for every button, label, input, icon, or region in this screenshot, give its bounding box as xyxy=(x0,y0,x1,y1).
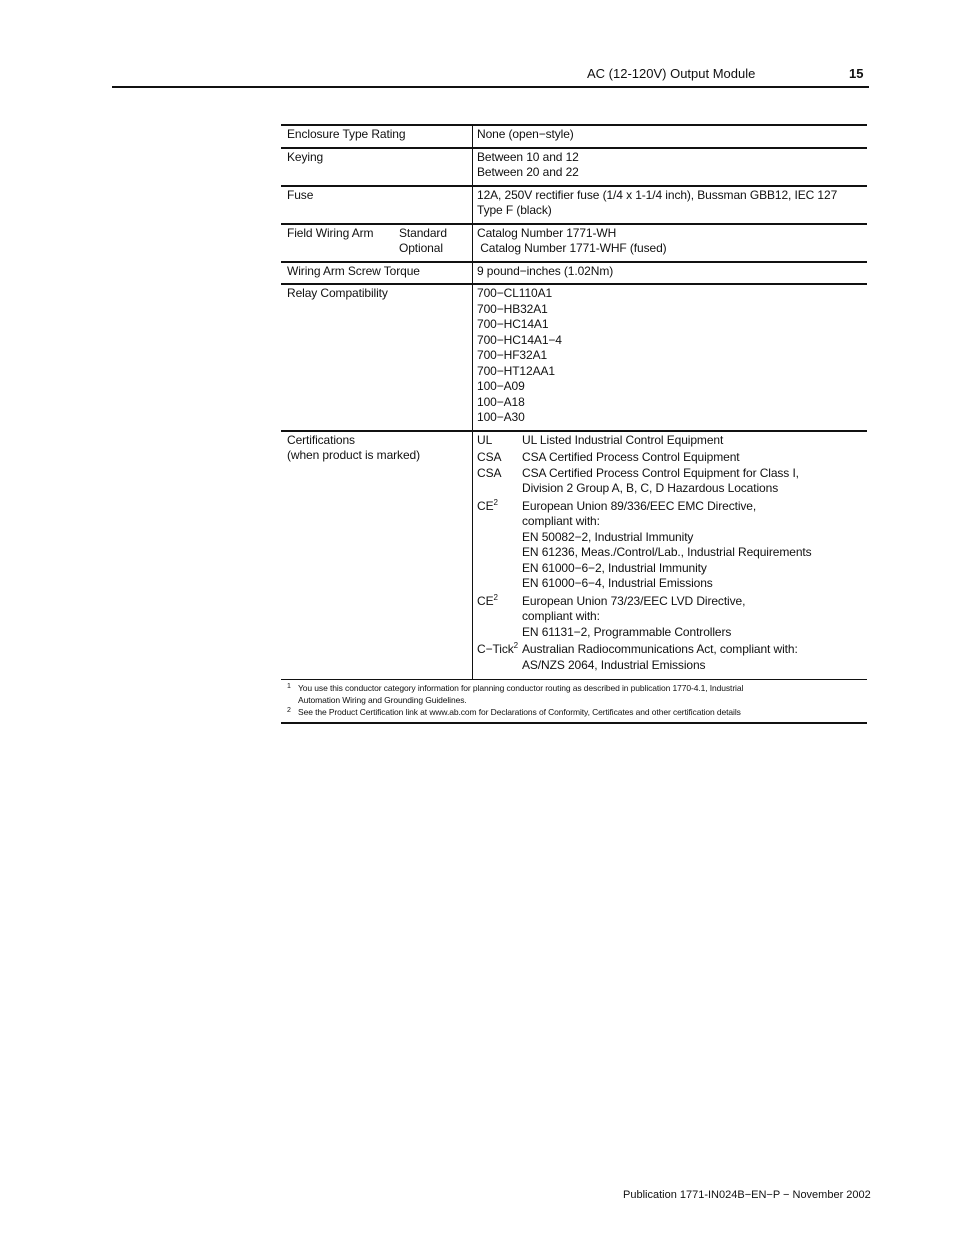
relay-item: 700−HF32A1 xyxy=(477,348,548,362)
spec-value xyxy=(473,285,867,430)
cert-entry xyxy=(477,450,867,466)
cert-code: CSA xyxy=(477,465,502,480)
spec-value-line: Between 20 and 22 xyxy=(477,165,579,179)
spec-label: Keying xyxy=(281,149,473,185)
cert-entry xyxy=(477,433,867,449)
spec-value-line: Type F (black) xyxy=(477,203,552,217)
spec-label: Fuse xyxy=(281,187,473,223)
spec-value xyxy=(473,149,867,185)
spec-table xyxy=(281,124,867,724)
cert-code: UL xyxy=(477,432,493,447)
spec-label: Enclosure Type Rating xyxy=(281,126,473,147)
spec-label: Wiring Arm Screw Torque xyxy=(281,263,473,284)
header-title: AC (12-120V) Output Module xyxy=(587,66,756,81)
spec-value xyxy=(473,225,867,261)
spec-label-line: Certifications xyxy=(287,432,355,447)
footnote xyxy=(287,706,867,718)
cert-description: CSA Certified Process Control Equipment xyxy=(522,450,740,464)
spec-value-line: Catalog Number 1771-WH xyxy=(477,225,617,240)
footnote-text: See the Product Certification link at www.ab.com for Declarations of Conformity, Certificates and other certification details xyxy=(298,707,741,717)
spec-value xyxy=(473,432,867,680)
spec-value-line: Catalog Number 1771-WHF (fused) xyxy=(477,241,667,255)
cert-entry xyxy=(477,466,867,497)
page-number: 15 xyxy=(849,66,864,81)
spec-value-line: 12A, 250V rectifier fuse (1/4 x 1-1/4 inch), Bussman GBB12, IEC 127 xyxy=(477,187,838,202)
spec-value: 9 pound−inches (1.02Nm) xyxy=(477,263,614,278)
spec-row-certifications xyxy=(281,430,867,681)
header-rule xyxy=(112,86,869,88)
spec-row-relay xyxy=(281,283,867,430)
cert-description: Australian Radiocommunications Act, compliant with: AS/NZS 2064, Industrial Emissions xyxy=(522,642,798,672)
spec-sub-label-standard: Standard xyxy=(399,225,447,240)
spec-value xyxy=(473,187,867,223)
footnote xyxy=(287,682,867,706)
cert-code: $CE^2$ xyxy=(477,497,498,513)
relay-item: 700−HB32A1 xyxy=(477,301,548,316)
spec-label-sub xyxy=(399,226,447,257)
relay-item: 700−HC14A1−4 xyxy=(477,332,562,347)
spec-row-fuse xyxy=(281,185,867,223)
cert-description: CSA Certified Process Control Equipment for Class I, Division 2 Group A, B, C, D Hazardous Locations xyxy=(522,465,799,495)
relay-item: 700−HC14A1 xyxy=(477,317,549,331)
cert-code: CSA xyxy=(477,450,502,464)
spec-label: Relay Compatibility xyxy=(281,285,473,430)
spec-value-line: Between 10 and 12 xyxy=(477,149,579,164)
publication-footer: Publication 1771-IN024B−EN−P − November 2002 xyxy=(623,1189,871,1201)
spec-label xyxy=(281,432,473,680)
footnote-text: You use this conductor category information for planning conductor routing as described in publication 1770-4.1, Industrial Automation Wiring and Grounding Guidelines. xyxy=(298,683,744,705)
spec-label-line: (when product is marked) xyxy=(287,448,420,462)
footnote-number: 1 xyxy=(287,683,291,690)
spec-row-enclosure xyxy=(281,124,867,147)
spec-label-main: Field Wiring Arm xyxy=(287,225,374,240)
cert-description: European Union 89/336/EEC EMC Directive, compliant with: EN 50082−2, Industrial Immunity EN 61236, Meas./Control/Lab., Industrial Requirements EN 61000−6−2, Industrial Immunity EN 61000−6−4, Industrial Emissions xyxy=(522,498,812,590)
spec-label xyxy=(281,225,473,261)
spec-row-torque xyxy=(281,261,867,284)
relay-item: 100−A18 xyxy=(477,394,525,409)
relay-item: 700−CL110A1 xyxy=(477,286,553,300)
footnote-number: 2 xyxy=(287,707,291,714)
spec-value: None (open−style) xyxy=(477,127,574,141)
spec-sub-label-optional: Optional xyxy=(399,241,443,255)
spec-row-keying xyxy=(281,147,867,185)
cert-entry xyxy=(477,499,867,592)
relay-item: 700−HT12AA1 xyxy=(477,363,555,378)
cert-description: European Union 73/23/EEC LVD Directive, compliant with: EN 61131−2, Programmable Controllers xyxy=(522,593,746,639)
footnotes xyxy=(281,680,867,724)
cert-entry xyxy=(477,594,867,641)
spec-row-field-wiring-arm xyxy=(281,223,867,261)
relay-item: 100−A30 xyxy=(477,410,525,424)
cert-entry xyxy=(477,642,867,673)
cert-code: $CE^2$ xyxy=(477,592,498,608)
cert-code: C−Tick$^2$ xyxy=(477,641,518,656)
cert-description: UL Listed Industrial Control Equipment xyxy=(522,432,724,447)
relay-item: 100−A09 xyxy=(477,379,525,393)
